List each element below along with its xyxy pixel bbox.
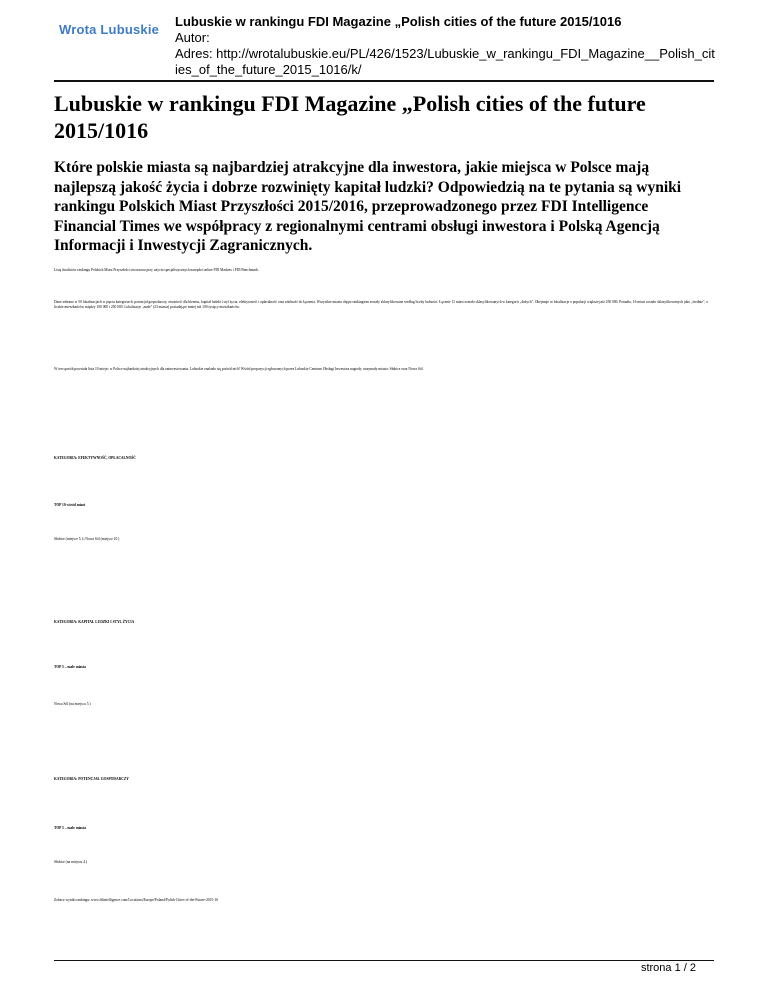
category-1-top: TOP 10 wśród miast: [54, 503, 86, 507]
article-lead: Które polskie miasta są najbardziej atrakcyjne dla inwestora, jakie miejsca w Polsce mają najlepszą jakość życia i dobrze rozwinięty kapitał ludzki? Odpowiedzią na te pytania są wyniki rankingu Polskich Miast Przyszłości 2015/2016, przeprowadzonego przez FDI Intelligence Financial Times we współpracy z regionalnymi centrami obsługi inwestora i Polską Agencją Informacji i Inwestycji Zagranicznych.: [54, 159, 682, 255]
category-3-top: TOP 5 – małe miasta: [54, 826, 86, 830]
category-2-text: Nowa Sól (na miejscu 5.): [54, 702, 91, 706]
category-1-heading: KATEGORIA: EFEKTYWNOŚĆ, OPŁACALNOŚĆ: [54, 456, 136, 460]
document-header: [0, 0, 768, 80]
category-2-top: TOP 5 – małe miasta: [54, 665, 86, 669]
category-2-heading: KATEGORIA: KAPITAŁ LUDZKI I STYL ŻYCIA: [54, 620, 135, 624]
header-divider: [54, 80, 714, 82]
header-author: Autor:: [175, 30, 210, 45]
header-meta: [175, 14, 720, 78]
paragraph-2: Dane zebrano w 50 lokalizacjach w pięciu kategoriach: potencjał gospodarczy, otwartość dla biznesu, kapitał ludzki i styl życia, efektywność i opłacalność oraz zdolność do łączenia. Wszystkie miasta objęte rankingiem zostały sklasyfikowane według liczby ludności. Łącznie 11 miast zostało sklasyfikowanych w kategorii „dużych". Obejmuje to lokalizacje o populacji większej niż 250 000. Ponadto, 16 miast zostało sklasyfikowanych jako „średnie", o liczbie mieszkańców między 100 000 i 250 000. Lokalizacje „małe" (23 miasta) posiadające mniej niż 100 tysięcy mieszkańców.: [54, 300, 709, 309]
category-3-text: Słubice (na miejscu 4.): [54, 860, 88, 864]
category-1-text: Słubice (miejsce 5.) i Nowa Sól (miejsce 10.): [54, 537, 120, 541]
header-title: Lubuskie w rankingu FDI Magazine „Polish cities of the future 2015/1016: [175, 14, 622, 29]
category-3-heading: KATEGORIA: POTENCJAŁ GOSPODARCZY: [54, 777, 129, 781]
page-number: strona 1 / 2: [640, 962, 696, 974]
header-address-line-2[interactable]: ies_of_the_future_2015_1016/k/: [175, 62, 362, 77]
article-title: Lubuskie w rankingu FDI Magazine „Polish cities of the future 2015/1016: [54, 91, 646, 143]
ranking-results-link[interactable]: Zobacz wyniki rankingu: www.fdiintelligence.com/Locations/Europe/Poland/Polish-Cities-of-the-Future-2015-16: [54, 898, 218, 902]
footer-divider: [54, 960, 714, 961]
paragraph-3: W ten sposób powstała lista 10 miejsc w Polsce najbardziej atrakcyjnych dla zainwestowania. Lubuskie znalazło się pośród nich! Wśród propozycji zgłoszonych przez Lubuskie Centrum Obsługi Inwestora nagrody otrzymały miasta: Słubice oraz Nowa Sól.: [54, 367, 424, 371]
wrota-lubuskie-logo[interactable]: Wrota Lubuskie: [59, 22, 160, 37]
header-address-line-1[interactable]: Adres: http://wrotalubuskie.eu/PL/426/1523/Lubuskie_w_rankingu_FDI_Magazine__Polish_cit: [175, 46, 715, 61]
paragraph-1: Listę finalistów rankingu Polskich Miast Przyszłości stworzono przy użyciu specjalistycznych narzędzi online FDI Markets i FDI Benchmark.: [54, 268, 259, 272]
